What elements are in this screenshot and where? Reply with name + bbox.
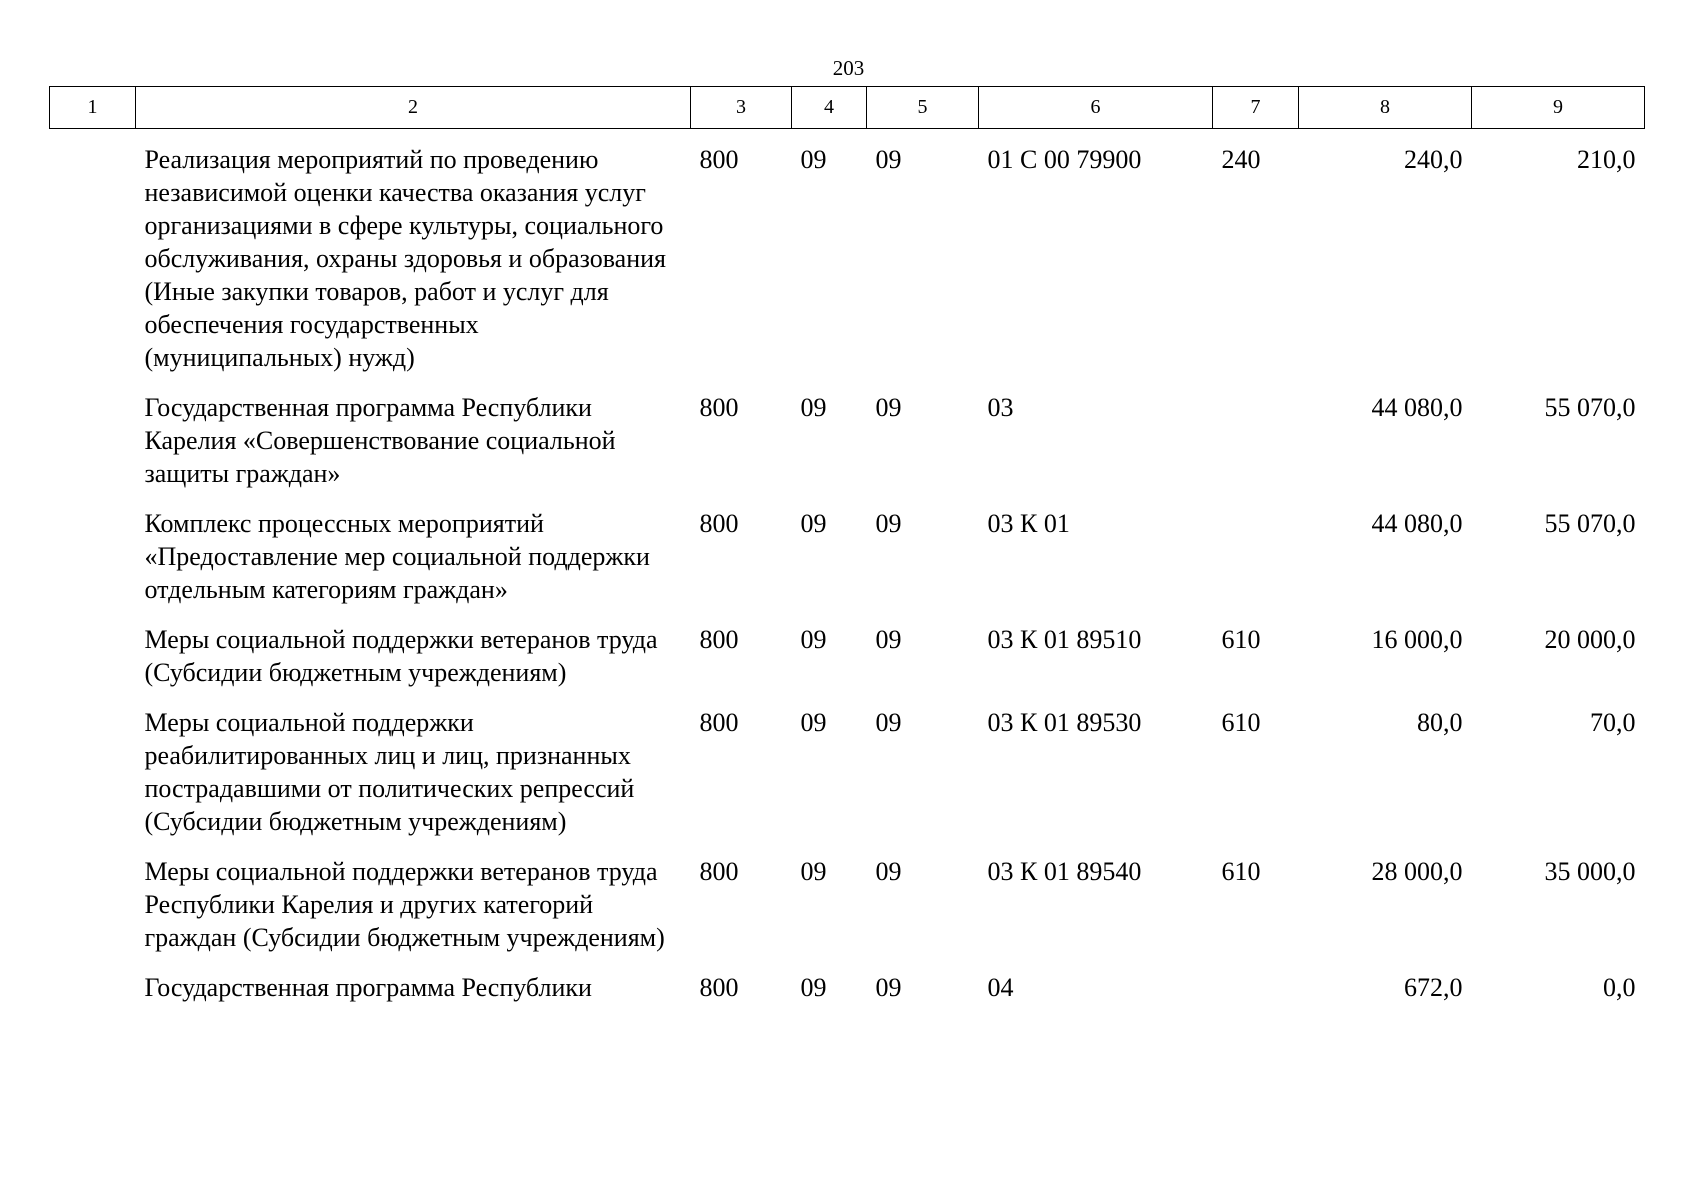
row-number-cell bbox=[50, 391, 136, 507]
table-row bbox=[50, 129, 1645, 392]
target-article-code: 03 К 01 89540 bbox=[987, 857, 1142, 886]
expense-type-code: 610 bbox=[1221, 857, 1261, 886]
ministry-code: 800 bbox=[699, 509, 739, 538]
column-header: 3 bbox=[691, 87, 792, 129]
sum-year-1: 44 080,0 bbox=[1371, 393, 1463, 422]
section-code: 09 bbox=[800, 857, 827, 886]
expense-type-code bbox=[1213, 507, 1299, 623]
sum-year-1: 44 080,0 bbox=[1371, 509, 1463, 538]
row-number-cell bbox=[50, 855, 136, 971]
header-row bbox=[50, 87, 1645, 129]
subsection-code: 09 bbox=[875, 973, 902, 1002]
section-code: 09 bbox=[800, 145, 827, 174]
section-code: 09 bbox=[800, 708, 827, 737]
sum-year-2: 35 000,0 bbox=[1544, 857, 1636, 886]
sum-year-2: 70,0 bbox=[1590, 708, 1636, 737]
expense-name: Государственная программа Республики bbox=[144, 973, 592, 1002]
ministry-code: 800 bbox=[699, 973, 739, 1002]
subsection-code: 09 bbox=[875, 145, 902, 174]
sum-year-2: 210,0 bbox=[1577, 145, 1636, 174]
column-header: 7 bbox=[1213, 87, 1299, 129]
sum-year-2: 55 070,0 bbox=[1544, 509, 1636, 538]
section-code: 09 bbox=[800, 509, 827, 538]
expense-name: Меры социальной поддержки реабилитированных лиц и лиц, признанных пострадавшими от политических репрессий (Субсидии бюджетным учреждениям) bbox=[144, 708, 635, 836]
row-number-cell bbox=[50, 706, 136, 855]
section-code: 09 bbox=[800, 973, 827, 1002]
table-row bbox=[50, 623, 1645, 706]
expense-name: Государственная программа Республики Карелия «Совершенствование социальной защиты граждан» bbox=[144, 393, 616, 488]
table-row bbox=[50, 706, 1645, 855]
subsection-code: 09 bbox=[875, 393, 902, 422]
page-number: 203 bbox=[832, 56, 865, 80]
section-code: 09 bbox=[800, 625, 827, 654]
column-header: 9 bbox=[1472, 87, 1645, 129]
sum-year-2: 0,0 bbox=[1603, 973, 1636, 1002]
row-number-cell bbox=[50, 507, 136, 623]
sum-year-1: 80,0 bbox=[1417, 708, 1463, 737]
sum-year-2: 20 000,0 bbox=[1544, 625, 1636, 654]
expense-name: Меры социальной поддержки ветеранов труда (Субсидии бюджетным учреждениям) bbox=[144, 625, 658, 687]
sum-year-2: 55 070,0 bbox=[1544, 393, 1636, 422]
column-header: 4 bbox=[792, 87, 867, 129]
ministry-code: 800 bbox=[699, 393, 739, 422]
sum-year-1: 672,0 bbox=[1404, 973, 1463, 1002]
column-header: 5 bbox=[867, 87, 979, 129]
expense-type-code: 610 bbox=[1221, 708, 1261, 737]
sum-year-1: 16 000,0 bbox=[1371, 625, 1463, 654]
target-article-code: 03 К 01 bbox=[987, 509, 1070, 538]
budget-table bbox=[49, 86, 1645, 1021]
table-row bbox=[50, 391, 1645, 507]
target-article-code: 03 К 01 89530 bbox=[987, 708, 1142, 737]
target-article-code: 03 К 01 89510 bbox=[987, 625, 1142, 654]
expense-name: Комплекс процессных мероприятий «Предоставление мер социальной поддержки отдельным категориям граждан» bbox=[144, 509, 650, 604]
row-number-cell bbox=[50, 623, 136, 706]
table-row bbox=[50, 855, 1645, 971]
column-header: 6 bbox=[979, 87, 1213, 129]
table-row bbox=[50, 971, 1645, 1021]
expense-type-code: 610 bbox=[1221, 625, 1261, 654]
target-article-code: 04 bbox=[987, 973, 1014, 1002]
ministry-code: 800 bbox=[699, 857, 739, 886]
ministry-code: 800 bbox=[699, 708, 739, 737]
subsection-code: 09 bbox=[875, 708, 902, 737]
expense-name: Меры социальной поддержки ветеранов труда Республики Карелия и других категорий граждан (Субсидии бюджетным учреждениям) bbox=[144, 857, 665, 952]
expense-name: Реализация мероприятий по проведению независимой оценки качества оказания услуг организациями в сфере культуры, социального обслуживания, охраны здоровья и образования (Иные закупки товаров, работ и услуг для обеспечения государственных (муниципальных) нужд) bbox=[144, 145, 666, 372]
column-header: 2 bbox=[136, 87, 691, 129]
sum-year-1: 240,0 bbox=[1404, 145, 1463, 174]
expense-type-code bbox=[1213, 391, 1299, 507]
row-number-cell bbox=[50, 129, 136, 392]
expense-type-code bbox=[1213, 971, 1299, 1021]
expense-type-code: 240 bbox=[1221, 145, 1261, 174]
subsection-code: 09 bbox=[875, 509, 902, 538]
target-article-code: 03 bbox=[987, 393, 1014, 422]
row-number-cell bbox=[50, 971, 136, 1021]
column-header: 8 bbox=[1299, 87, 1472, 129]
table-row bbox=[50, 507, 1645, 623]
sum-year-1: 28 000,0 bbox=[1371, 857, 1463, 886]
ministry-code: 800 bbox=[699, 625, 739, 654]
target-article-code: 01 С 00 79900 bbox=[987, 145, 1142, 174]
column-header: 1 bbox=[50, 87, 136, 129]
section-code: 09 bbox=[800, 393, 827, 422]
ministry-code: 800 bbox=[699, 145, 739, 174]
subsection-code: 09 bbox=[875, 625, 902, 654]
subsection-code: 09 bbox=[875, 857, 902, 886]
